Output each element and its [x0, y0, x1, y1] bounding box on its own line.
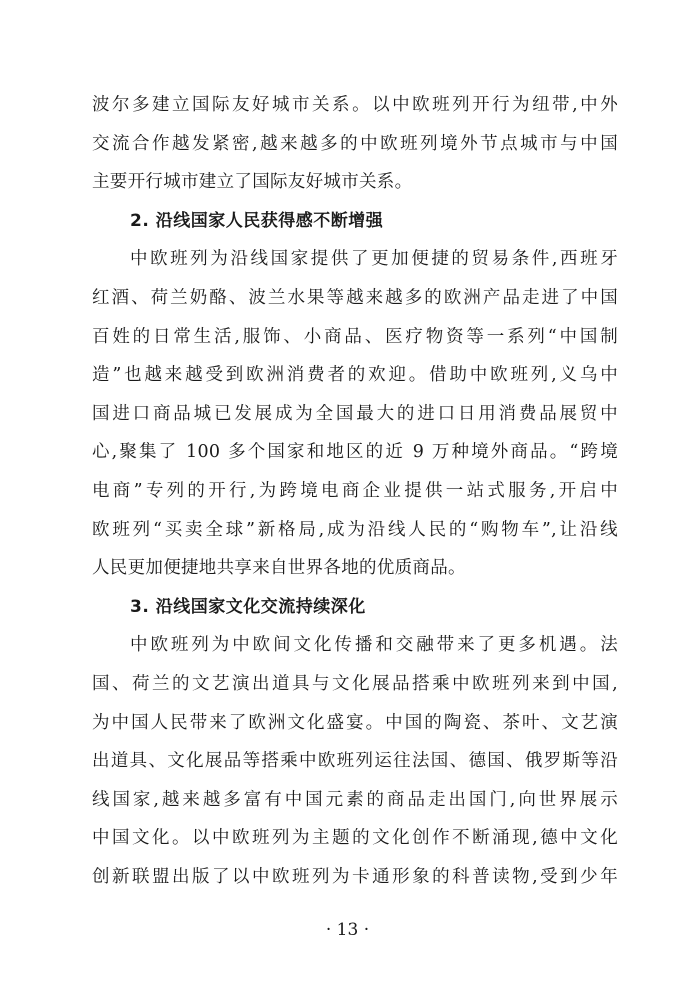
text-line: 交流合作越发紧密,越来越多的中欧班列境外节点城市与中国 — [92, 133, 618, 154]
paragraph-friendship-cities — [92, 86, 618, 202]
text-line: 造”也越来越受到欧洲消费者的欢迎。借助中欧班列,义乌中 — [92, 365, 618, 386]
document-page — [92, 86, 618, 896]
text-line: 百姓的日常生活,服饰、小商品、医疗物资等一系列“中国制 — [92, 326, 618, 347]
text-line: 线国家,越来越多富有中国元素的商品走出国门,向世界展示 — [92, 789, 618, 810]
text-line: 国进口商品城已发展成为全国最大的进口日用消费品展贸中 — [92, 403, 618, 424]
text-line: 中欧班列为沿线国家提供了更加便捷的贸易条件,西班牙 — [130, 249, 618, 270]
text-line: 红酒、荷兰奶酪、波兰水果等越来越多的欧洲产品走进了中国 — [92, 287, 618, 308]
text-line: 波尔多建立国际友好城市关系。以中欧班列开行为纽带,中外 — [92, 95, 618, 115]
text-line: 中欧班列为中欧间文化传播和交融带来了更多机遇。法 — [130, 635, 618, 656]
text-line: 电商”专列的开行,为跨境电商企业提供一站式服务,开启中 — [92, 480, 618, 501]
text-line: 国、荷兰的文艺演出道具与文化展品搭乘中欧班列来到中国, — [92, 673, 618, 694]
text-line: 中国文化。以中欧班列为主题的文化创作不断涌现,德中文化 — [92, 828, 618, 849]
paragraph-people-benefits — [92, 240, 618, 587]
text-line: 欧班列“买卖全球”新格局,成为沿线人民的“购物车”,让沿线 — [92, 519, 618, 540]
text-line: 为中国人民带来了欧洲文化盛宴。中国的陶瓷、茶叶、文艺演 — [92, 712, 618, 733]
paragraph-cultural-exchange — [92, 626, 618, 896]
text-line: 人民更加便捷地共享来自世界各地的优质商品。 — [92, 558, 466, 579]
section-heading-3: 3. 沿线国家文化交流持续深化 — [130, 596, 366, 617]
section-heading-2: 2. 沿线国家人民获得感不断增强 — [130, 210, 384, 231]
text-line: 创新联盟出版了以中欧班列为卡通形象的科普读物,受到少年 — [92, 866, 618, 887]
page-number: · 13 · — [325, 920, 370, 940]
text-line: 心,聚集了 100 多个国家和地区的近 9 万种境外商品。“跨境 — [92, 442, 618, 463]
text-line: 出道具、文化展品等搭乘中欧班列运往法国、德国、俄罗斯等沿 — [92, 751, 618, 772]
text-line: 主要开行城市建立了国际友好城市关系。 — [92, 172, 413, 193]
